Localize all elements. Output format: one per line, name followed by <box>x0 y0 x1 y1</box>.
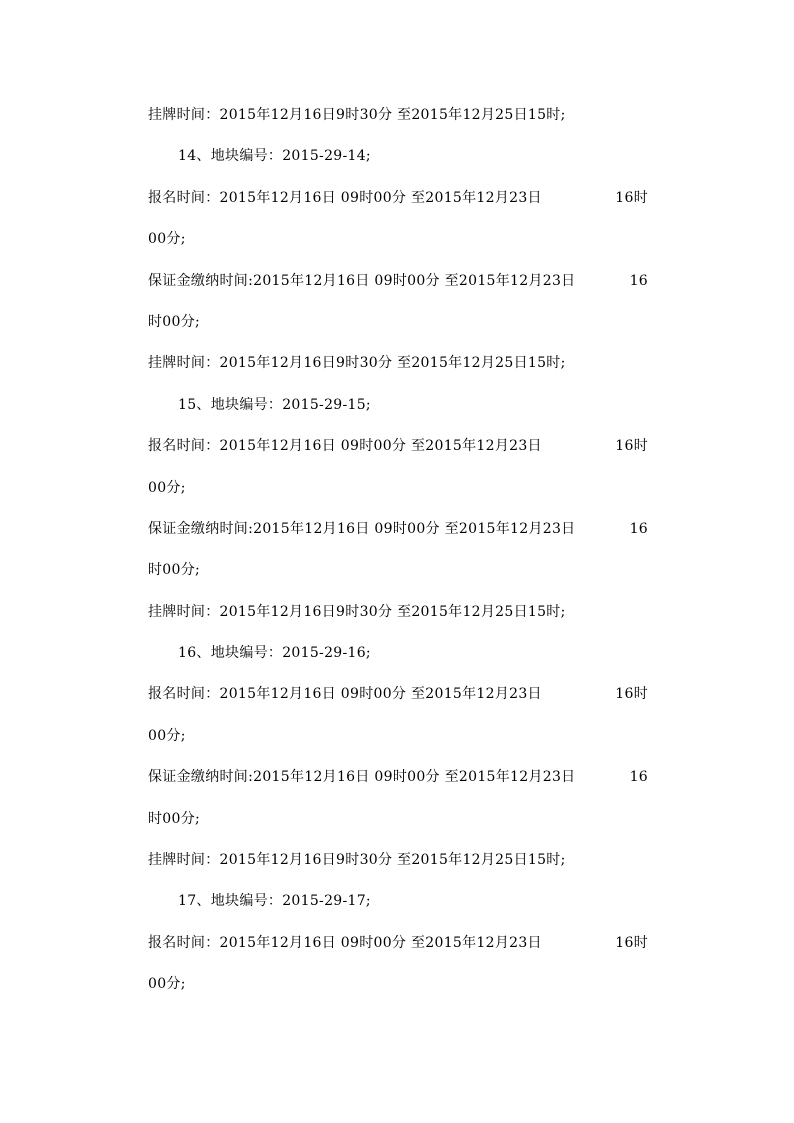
registration-time-end: 16时 <box>615 438 648 455</box>
deposit-time-end: 16 <box>629 769 648 786</box>
plot-number-heading: 17、地块编号：2015-29-17; <box>178 893 371 910</box>
document-page <box>148 105 648 1016</box>
registration-time-line <box>148 933 648 953</box>
deposit-time-text: 保证金缴纳时间:2015年12月16日 09时00分 至2015年12月23日 <box>148 272 576 289</box>
deposit-time-line <box>148 271 648 291</box>
registration-time-cont: 00分; <box>148 479 186 496</box>
registration-time-cont: 00分; <box>148 231 186 248</box>
deposit-time-cont: 时00分; <box>148 313 201 330</box>
deposit-time-line <box>148 767 648 787</box>
registration-time-text: 报名时间：2015年12月16日 09时00分 至2015年12月23日 <box>148 189 542 206</box>
listing-time-line: 挂牌时间：2015年12月16日9时30分 至2015年12月25日15时; <box>148 355 566 372</box>
listing-time-line: 挂牌时间：2015年12月16日9时30分 至2015年12月25日15时; <box>148 852 566 869</box>
registration-time-cont: 00分; <box>148 727 186 744</box>
registration-time-line <box>148 684 648 704</box>
deposit-time-cont: 时00分; <box>148 562 201 579</box>
plot-number-heading: 14、地块编号：2015-29-14; <box>178 148 371 165</box>
deposit-time-end: 16 <box>629 520 648 537</box>
deposit-time-cont: 时00分; <box>148 810 201 827</box>
registration-time-line <box>148 188 648 208</box>
deposit-time-end: 16 <box>629 272 648 289</box>
registration-time-end: 16时 <box>615 686 648 703</box>
registration-time-text: 报名时间：2015年12月16日 09时00分 至2015年12月23日 <box>148 686 542 703</box>
registration-time-cont: 00分; <box>148 976 186 993</box>
registration-time-end: 16时 <box>615 934 648 951</box>
registration-time-line <box>148 436 648 456</box>
registration-time-text: 报名时间：2015年12月16日 09时00分 至2015年12月23日 <box>148 438 542 455</box>
deposit-time-text: 保证金缴纳时间:2015年12月16日 09时00分 至2015年12月23日 <box>148 769 576 786</box>
registration-time-end: 16时 <box>615 189 648 206</box>
listing-time-line: 挂牌时间：2015年12月16日9时30分 至2015年12月25日15时; <box>148 603 566 620</box>
listing-time-line: 挂牌时间：2015年12月16日9时30分 至2015年12月25日15时; <box>148 107 566 123</box>
deposit-time-line <box>148 519 648 539</box>
deposit-time-text: 保证金缴纳时间:2015年12月16日 09时00分 至2015年12月23日 <box>148 520 576 537</box>
plot-number-heading: 15、地块编号：2015-29-15; <box>178 396 371 413</box>
plot-number-heading: 16、地块编号：2015-29-16; <box>178 645 371 662</box>
registration-time-text: 报名时间：2015年12月16日 09时00分 至2015年12月23日 <box>148 934 542 951</box>
